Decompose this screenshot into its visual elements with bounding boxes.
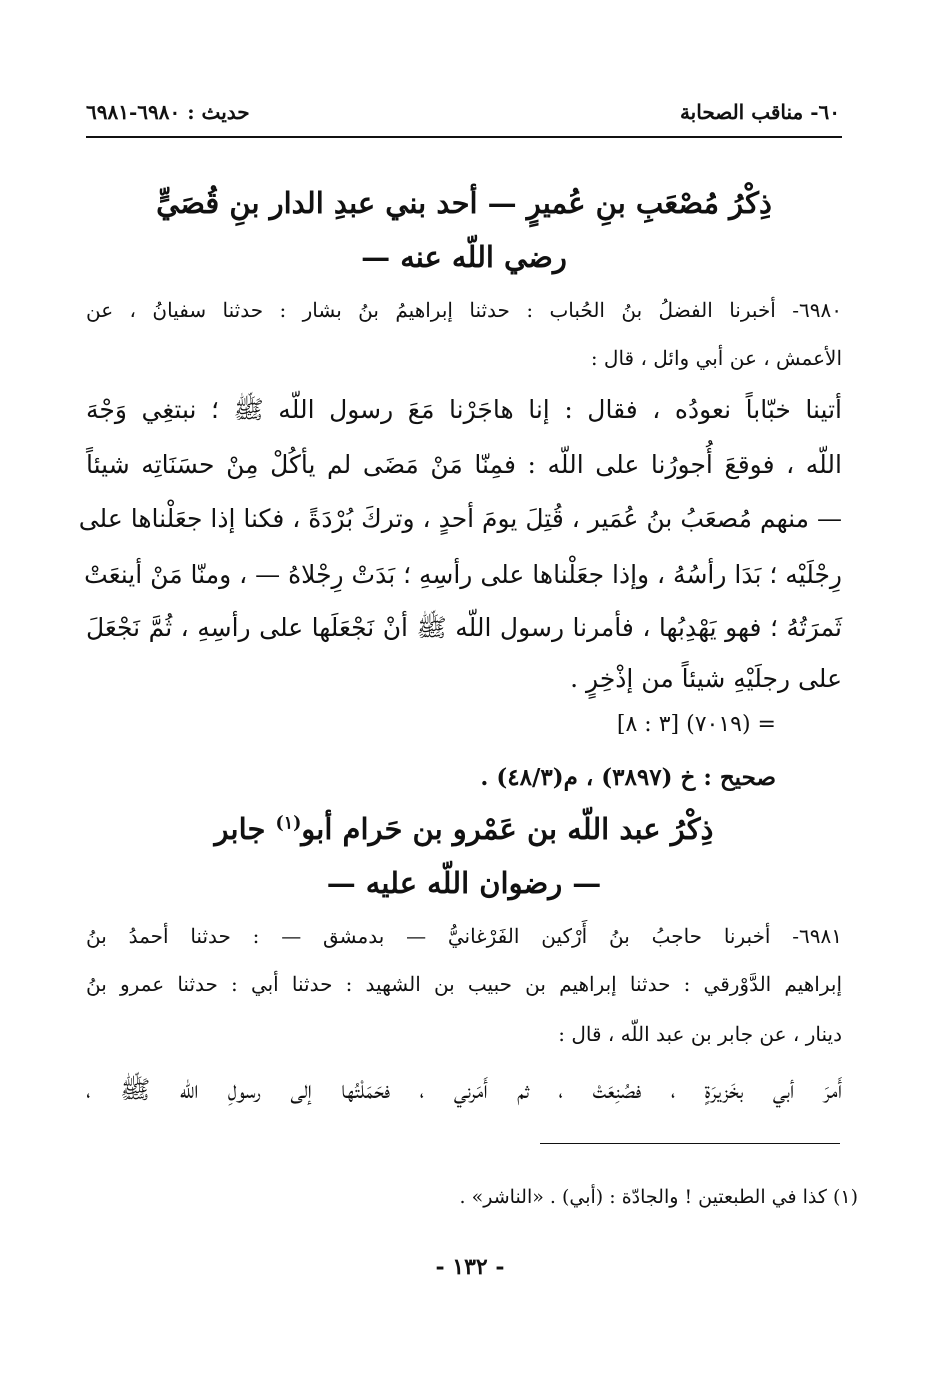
hadith-6981-isnad-line: دينار ، عن جابر بن عبد اللّه ، قال : [558, 1022, 842, 1046]
hadith-6980-grade: صحيح : خ (٣٨٩٧) ، م(٤٨/٣) . [480, 764, 776, 791]
hadith-6981-isnad-line: إبراهيم الدَّوْرقي : حدثنا إبراهيم بن حبيب بن الشهيد : حدثنا أبي : حدثنا عمرو بنُ [86, 972, 843, 996]
hadith-6981-matn-line: أَمرَ أبي بخَزيرَةٍ ، فصُنِعَتْ ، ثم أَمَرني ، فحَمَلْتُها إلى رسولِ اللّه ﷺ ، [86, 1075, 842, 1104]
hadith-6980-matn-line: أتينا خبّاباً نعودُه ، فقال : إنا هاجَرْنا مَعَ رسول اللّه ﷺ ؛ نبتغِي وَجْهَ [86, 395, 842, 424]
footnote-marker: (١) [275, 813, 302, 834]
section2-title-line1 [86, 812, 842, 846]
section2-title-text-end: جابر [214, 812, 276, 846]
hadith-6980-reference: = (٧٠١٩) [٣ : ٨] [616, 712, 776, 737]
hadith-6980-isnad-line2: الأعمش ، عن أبي وائل ، قال : [590, 346, 842, 370]
section2-title-line2: — رضوان اللّه عليه — [326, 866, 602, 900]
hadith-6980-matn-line: رِجْلَيْه ؛ بَدَا رأسُهُ ، وإذا جعَلْناها على رأسِهِ ؛ بَدَتْ رِجْلاهُ — ، ومنّا مَنْ أينعَتْ [84, 560, 842, 589]
section1-title-line2: رضي اللّه عنه — [361, 240, 567, 274]
hadith-6980-matn-line: — منهم مُصعَبُ بنُ عُمَير ، قُتِلَ يومَ أحدٍ ، وتركَ بُرْدَةً ، فكنا إذا جعَلْناها على [78, 504, 842, 533]
header-chapter: ٦٠- مناقب الصحابة [679, 100, 840, 124]
section1-title-line1: ذِكْرُ مُصْعَبِ بنِ عُميرٍ — أحد بني عبدِ الدار بنِ قُصَيٍّ [156, 186, 772, 220]
footnote-rule [540, 1143, 840, 1144]
section2-title-text: ذِكْرُ عبد اللّه بن عَمْرو بن حَرام أبو [301, 812, 714, 846]
header-hadith-range: حديث : ٦٩٨٠-٦٩٨١ [86, 100, 250, 124]
hadith-6980-matn-line: اللّه ، فوقعَ أُجورُنا على اللّه : فمِنّا مَنْ مَضَى لم يأكُلْ مِنْ حسَنَاتِه شيئاً [86, 450, 842, 479]
header-rule [86, 136, 842, 138]
hadith-6980-isnad-line1: ٦٩٨٠- أخبرنا الفضلُ بنُ الحُباب : حدثنا إبراهيمُ بنُ بشار : حدثنا سفيانُ ، عن [86, 298, 842, 322]
page-number: - ١٣٢ - [435, 1254, 505, 1280]
hadith-6981-isnad-line: ٦٩٨١- أخبرنا حاجبُ بنُ أَرْكين الفَرْغانيُّ — بدمشق — : حدثنا أحمدُ بنُ [86, 924, 842, 948]
footnote: (١) كذا في الطبعتين ! والجادّة : (أبي) . «الناشر» . [459, 1186, 858, 1208]
hadith-6980-matn-line: ثَمرَتُهُ ؛ فهو يَهْدِبُها ، فأمرنا رسول اللّه ﷺ أنْ نَجْعَلَها على رأسِهِ ، ثُمَّ نَجْعَلَ [86, 613, 842, 642]
hadith-6980-matn-line: على رجلَيْهِ شيئاً من إذْخِرٍ . [570, 664, 842, 693]
